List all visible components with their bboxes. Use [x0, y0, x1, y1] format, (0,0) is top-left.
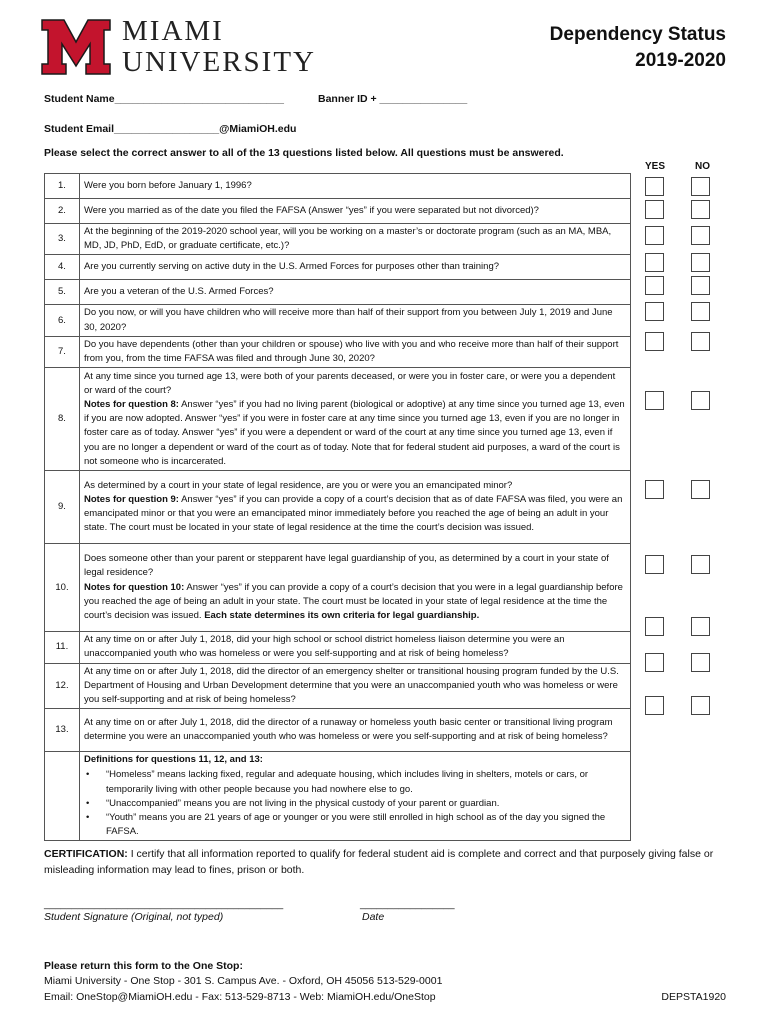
q9-no-checkbox[interactable] — [691, 480, 710, 499]
question-row — [45, 709, 631, 752]
question-note: Answer “yes” if you can provide a copy of a court’s decision that as of date FAFSA was filed, you were an emancipated minor or that you were an emancipated minor immediately before you reached the age of being an adult in your state. The court must be located in your state of legal residence at the time the court’s decision was issued. — [83, 494, 623, 534]
miami-m-logo-icon — [40, 18, 112, 76]
q8-no-checkbox[interactable] — [691, 391, 710, 410]
question-text: Are you a veteran of the U.S. Armed Forces? — [79, 280, 630, 305]
student-name-field[interactable]: Student Name_____________________________ — [44, 93, 284, 105]
q7-no-checkbox[interactable] — [691, 332, 710, 351]
definition-item: • “Homeless” means lacking fixed, regular and adequate housing, which includes living in shelters, motels or cars, or temporarily living with other people because you had nowhere else to go. — [84, 768, 626, 796]
certification-label: CERTIFICATION: — [44, 848, 128, 860]
question-number: 4. — [45, 255, 80, 280]
question-number: 13. — [45, 709, 80, 752]
q12-no-checkbox[interactable] — [691, 653, 710, 672]
question-text: Do you have dependents (other than your children or spouse) who live with you and who receive more than half of their support from you, from the time FAFSA was filed and through June 30, 2020? — [79, 336, 630, 367]
question-text: Are you currently serving on active duty in the U.S. Armed Forces for purposes other than training? — [79, 255, 630, 280]
q13-yes-checkbox[interactable] — [645, 696, 664, 715]
yes-column-header: YES — [645, 161, 666, 172]
title-year: 2019-2020 — [635, 50, 726, 71]
form-code: DEPSTA1920 — [661, 991, 726, 1003]
question-row — [45, 471, 631, 544]
q5-no-checkbox[interactable] — [691, 276, 710, 295]
question-row — [45, 336, 631, 367]
question-number: 5. — [45, 280, 80, 305]
q10-yes-checkbox[interactable] — [645, 555, 664, 574]
signature-label: Student Signature (Original, not typed) — [44, 911, 224, 923]
question-row — [45, 544, 631, 632]
question-number: 7. — [45, 336, 80, 367]
date-label: Date — [362, 911, 385, 923]
question-number: 9. — [45, 471, 80, 544]
logo-line-university: UNIVERSITY — [122, 46, 316, 78]
date-line[interactable]: _________________ — [360, 899, 455, 910]
q2-no-checkbox[interactable] — [691, 200, 710, 219]
q4-no-checkbox[interactable] — [691, 253, 710, 272]
q3-yes-checkbox[interactable] — [645, 226, 664, 245]
definitions-list — [84, 768, 626, 839]
logo-line-miami: MIAMI — [122, 15, 224, 47]
question-number: 11. — [45, 632, 80, 663]
q11-no-checkbox[interactable] — [691, 617, 710, 636]
question-note-label: Notes for question 10: — [83, 581, 185, 593]
question-text: At any time on or after July 1, 2018, did the director of an emergency shelter or transitional housing program funded by the U.S. Department of Housing and Urban Development determine that you were an unaccompanied youth who was homeless or were you self-supporting and at risk of being homeless? — [79, 663, 630, 709]
question-note-label: Notes for question 9: — [83, 494, 179, 506]
q4-yes-checkbox[interactable] — [645, 253, 664, 272]
question-number: 2. — [45, 199, 80, 224]
question-number: 3. — [45, 224, 80, 255]
questions-table — [44, 173, 631, 841]
q1-no-checkbox[interactable] — [691, 177, 710, 196]
question-text: Were you born before January 1, 1996? — [79, 174, 630, 199]
instructions: Please select the correct answer to all of the 13 questions listed below. All questions must be answered. — [44, 147, 564, 159]
definition-item: • “Unaccompanied” means you are not living in the physical custody of your parent or guardian. — [84, 797, 626, 811]
definition-item: • “Youth” means you are 21 years of age or younger or you were still enrolled in high school as of the day you signed the FAFSA. — [84, 811, 626, 839]
question-text: As determined by a court in your state of legal residence, are you or were you an emancipated minor? — [83, 479, 513, 491]
definitions-heading: Definitions for questions 11, 12, and 13: — [83, 754, 263, 766]
question-row — [45, 305, 631, 336]
question-text: At any time on or after July 1, 2018, did the director of a runaway or homeless youth basic center or transitional living program determine you were an unaccompanied youth who was homeless or were you self-supporting and at risk of being homeless? — [79, 709, 630, 752]
question-row — [45, 368, 631, 471]
question-text: Do you now, or will you have children who will receive more than half of their support from you between July 1, 2019 and June 30, 2020? — [79, 305, 630, 336]
contact-line: Email: OneStop@MiamiOH.edu - Fax: 513-529-8713 - Web: MiamiOH.edu/OneStop — [44, 991, 436, 1003]
question-note-emphasis: Each state determines its own criteria for legal guardianship. — [204, 610, 480, 622]
question-number: 1. — [45, 174, 80, 199]
miami-university-logo — [40, 15, 316, 78]
question-number: 8. — [45, 368, 80, 471]
question-text: At any time on or after July 1, 2018, did your high school or school district homeless liaison determine you were an unaccompanied youth who was homeless or were you self-supporting and at risk of being homeless? — [79, 632, 630, 663]
q2-yes-checkbox[interactable] — [645, 200, 664, 219]
question-number: 6. — [45, 305, 80, 336]
q1-yes-checkbox[interactable] — [645, 177, 664, 196]
banner-id-field[interactable]: Banner ID + _______________ — [318, 93, 468, 105]
q11-yes-checkbox[interactable] — [645, 617, 664, 636]
address-line: Miami University - One Stop - 301 S. Campus Ave. - Oxford, OH 45056 513-529-0001 — [44, 975, 443, 987]
question-note: Answer “yes” if you had no living parent (biological or adoptive) at any time since you turned age 13, even if you are now adopted. Answer “yes” if you were in foster care at any time since you turned age 13, even if you are no longer in foster care as of today. Answer “yes” if you were a dependent or ward of the court at any time since you turned age 13, even if you are no longer a dependent or ward of the court as of today. Note that for federal student aid purposes, a ward of the court is not someone who is incarcerated. — [83, 398, 625, 467]
q6-yes-checkbox[interactable] — [645, 302, 664, 321]
question-text: Were you married as of the date you filed the FAFSA (Answer “yes” if you were separated but not divorced)? — [79, 199, 630, 224]
question-row — [45, 255, 631, 280]
q5-yes-checkbox[interactable] — [645, 276, 664, 295]
q13-no-checkbox[interactable] — [691, 696, 710, 715]
question-note-label: Notes for question 8: — [83, 398, 179, 410]
signature-line[interactable]: ___________________________________________ — [44, 899, 284, 910]
question-row — [45, 174, 631, 199]
definitions-row — [45, 752, 631, 841]
question-text: At any time since you turned age 13, were both of your parents deceased, or were you in foster care, or were you a dependent or ward of the court? — [83, 370, 616, 396]
q10-no-checkbox[interactable] — [691, 555, 710, 574]
certification — [44, 847, 734, 878]
no-column-header: NO — [695, 161, 710, 172]
title-dependency-status: Dependency Status — [549, 24, 726, 45]
question-number: 12. — [45, 663, 80, 709]
question-note: Answer “yes” if you can provide a copy of a court’s decision that you were in a legal guardianship before you reached the age of being an adult in your state. The court must be located in your state of legal residence at the time the court’s decision was issued. — [83, 581, 623, 622]
q3-no-checkbox[interactable] — [691, 226, 710, 245]
q9-yes-checkbox[interactable] — [645, 480, 664, 499]
question-number: 10. — [45, 544, 80, 632]
q6-no-checkbox[interactable] — [691, 302, 710, 321]
question-row — [45, 663, 631, 709]
question-row — [45, 224, 631, 255]
certification-text: I certify that all information reported to qualify for federal student aid is complete and correct and that purposely giving false or misleading information may lead to fines, prison or both. — [44, 848, 714, 876]
student-email-field[interactable]: Student Email__________________@MiamiOH.edu — [44, 123, 297, 135]
question-row — [45, 632, 631, 663]
q12-yes-checkbox[interactable] — [645, 653, 664, 672]
question-text: At the beginning of the 2019-2020 school year, will you be working on a master’s or doctorate program (such as an MA, MBA, MD, JD, PhD, EdD, or graduate certificate, etc.)? — [79, 224, 630, 255]
q7-yes-checkbox[interactable] — [645, 332, 664, 351]
question-row — [45, 199, 631, 224]
form-title — [550, 22, 726, 74]
q8-yes-checkbox[interactable] — [645, 391, 664, 410]
question-text: Does someone other than your parent or stepparent have legal guardianship of you, as determined by a court in your state of legal residence? — [83, 553, 609, 579]
question-row — [45, 280, 631, 305]
return-heading: Please return this form to the One Stop: — [44, 960, 243, 972]
